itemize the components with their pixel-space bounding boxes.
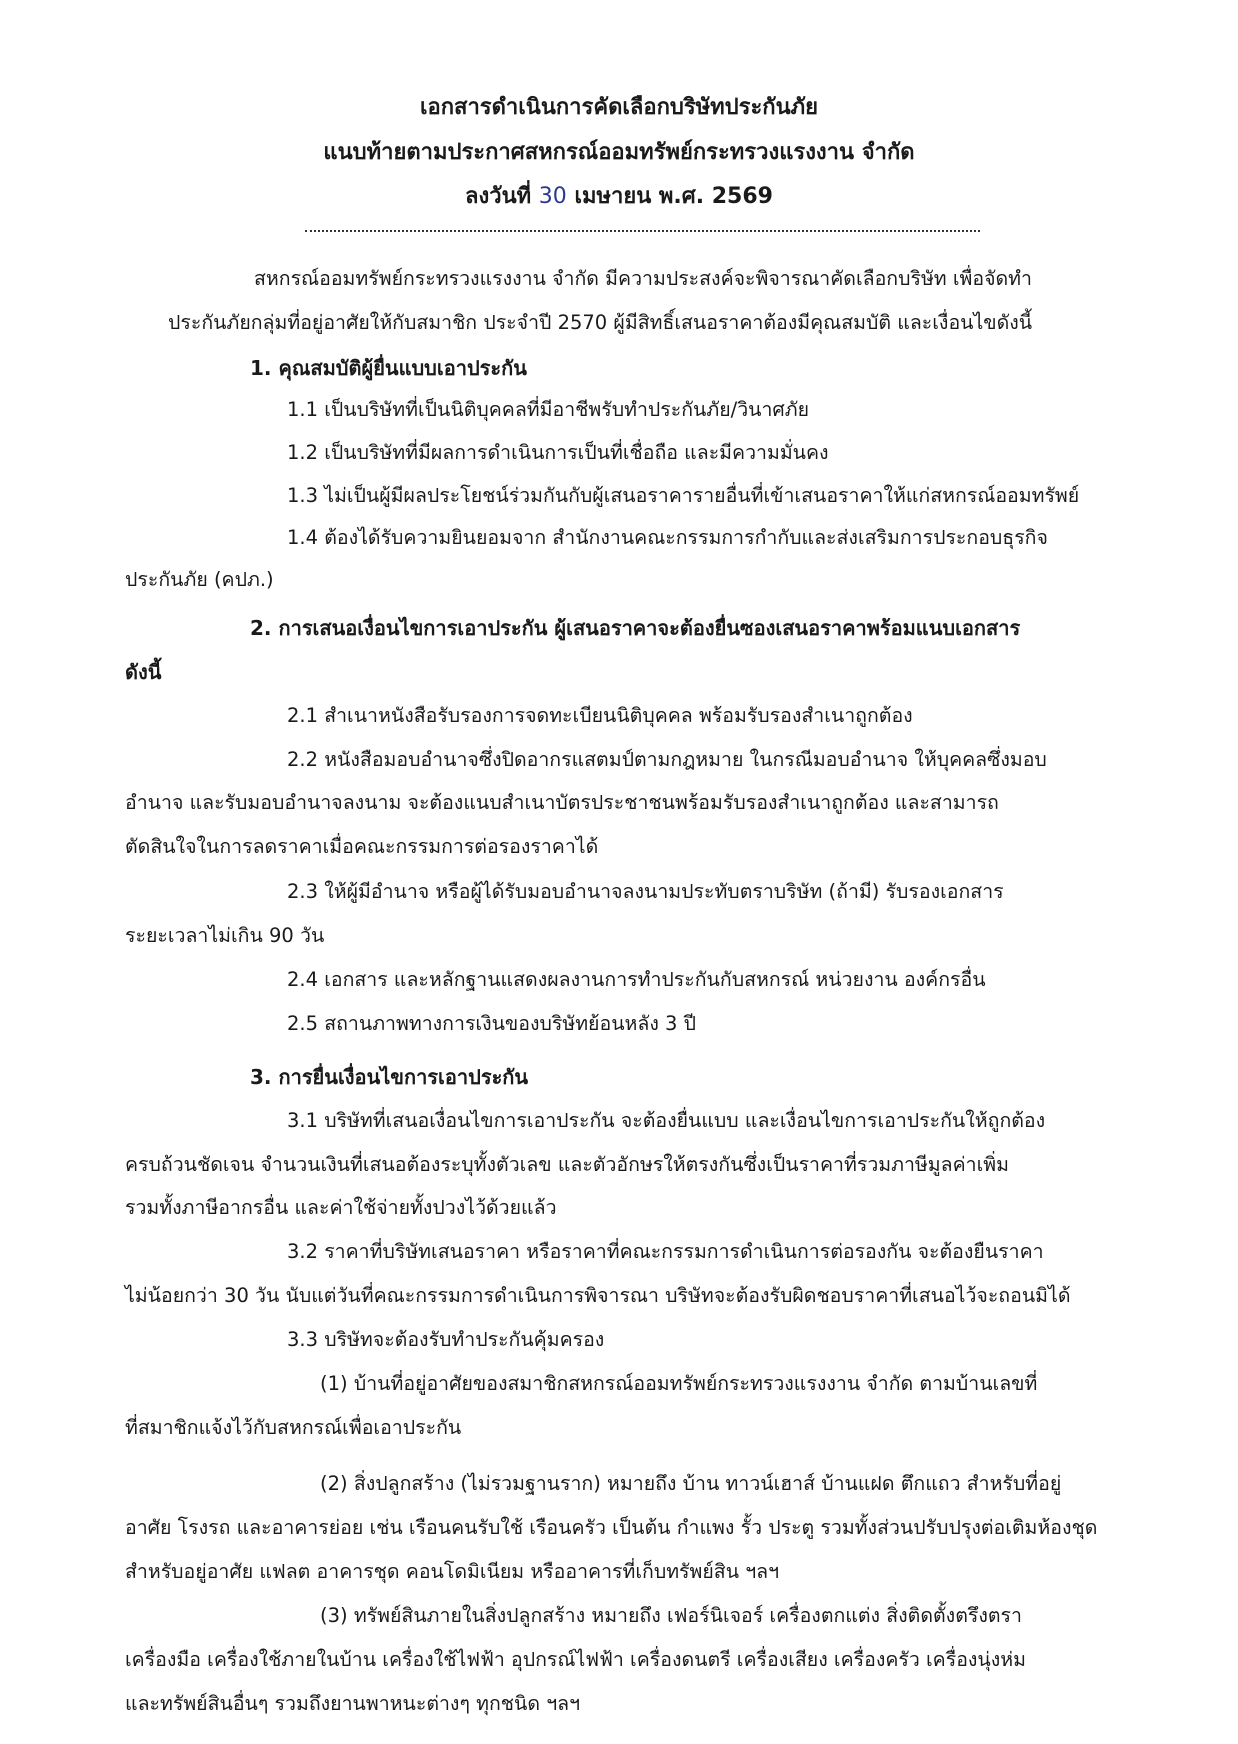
section-1-item: 1.1 เป็นบริษัทที่เป็นนิติบุคคลที่มีอาชีพรับทำประกันภัย/วินาศภัย <box>287 398 810 421</box>
section-1-item: 1.4 ต้องได้รับความยินยอมจาก สำนักงานคณะกรรมการกำกับและส่งเสริมการประกอบธุรกิจ <box>287 526 1048 549</box>
section-3-subitem-continued: และทรัพย์สินอื่นๆ รวมถึงยานพาหนะต่างๆ ทุกชนิด ฯลฯ <box>125 1692 581 1715</box>
section-2-heading-continued: ดังนี้ <box>125 660 162 684</box>
date-day: 30 <box>538 184 567 209</box>
section-3-subitem-continued: อาศัย โรงรถ และอาคารย่อย เช่น เรือนคนรับใช้ เรือนครัว เป็นต้น กำแพง รั้ว ประตู รวมทั้งส่วนปรับปรุงต่อเติมห้องชุด <box>125 1516 1098 1539</box>
section-2-item-continued: ตัดสินใจในการลดราคาเมื่อคณะกรรมการต่อรองราคาได้ <box>125 835 599 858</box>
section-3-subitem: (1) บ้านที่อยู่อาศัยของสมาชิกสหกรณ์ออมทรัพย์กระทรวงแรงงาน จำกัด ตามบ้านเลขที่ <box>320 1372 1038 1395</box>
section-3-item-continued: ครบถ้วนชัดเจน จำนวนเงินที่เสนอต้องระบุทั้งตัวเลข และตัวอักษรให้ตรงกันซึ่งเป็นราคาที่รวมภาษีมูลค่าเพิ่ม <box>125 1153 1009 1176</box>
section-1-item: 1.3 ไม่เป็นผู้มีผลประโยชน์ร่วมกันกับผู้เสนอราคารายอื่นที่เข้าเสนอราคาให้แก่สหกรณ์ออมทรัพย์ <box>287 484 1080 507</box>
section-3-subitem-continued: สำหรับอยู่อาศัย แฟลต อาคารชุด คอนโดมิเนียม หรืออาคารที่เก็บทรัพย์สิน ฯลฯ <box>125 1560 780 1583</box>
dotted-divider <box>305 226 980 232</box>
section-2-item: 2.5 สถานภาพทางการเงินของบริษัทย้อนหลัง 3 ปี <box>287 1012 697 1035</box>
intro-line: สหกรณ์ออมทรัพย์กระทรวงแรงงาน จำกัด มีความประสงค์จะพิจารณาคัดเลือกบริษัท เพื่อจัดทำ <box>254 267 1032 290</box>
section-2-item-continued: อำนาจ และรับมอบอำนาจลงนาม จะต้องแนบสำเนาบัตรประชาชนพร้อมรับรองสำเนาถูกต้อง และสามารถ <box>125 791 999 814</box>
document-title: เอกสารดำเนินการคัดเลือกบริษัทประกันภัย <box>419 95 819 120</box>
section-3-item: 3.3 บริษัทจะต้องรับทำประกันคุ้มครอง <box>287 1328 605 1351</box>
section-3-subitem-continued: เครื่องมือ เครื่องใช้ภายในบ้าน เครื่องใช้ไฟฟ้า อุปกรณ์ไฟฟ้า เครื่องดนตรี เครื่องเสียง เครื่องครัว เครื่องนุ่งห่ม <box>125 1648 1026 1671</box>
section-3-subitem: (2) สิ่งปลูกสร้าง (ไม่รวมฐานราก) หมายถึง บ้าน ทาวน์เฮาส์ บ้านแฝด ตึกแถว สำหรับที่อยู่ <box>320 1472 1062 1495</box>
section-1-item-continued: ประกันภัย (คปภ.) <box>125 568 274 591</box>
date-suffix: เมษายน พ.ศ. 2569 <box>566 184 773 209</box>
intro-line: ประกันภัยกลุ่มที่อยู่อาศัยให้กับสมาชิก ประจำปี 2570 ผู้มีสิทธิ์เสนอราคาต้องมีคุณสมบัติ และเงื่อนไขดังนี้ <box>168 311 1033 334</box>
section-3-heading: 3. การยื่นเงื่อนไขการเอาประกัน <box>250 1065 529 1089</box>
date-prefix: ลงวันที่ <box>465 184 539 209</box>
section-3-subitem-continued: ที่สมาชิกแจ้งไว้กับสหกรณ์เพื่อเอาประกัน <box>125 1416 462 1439</box>
section-2-item-continued: ระยะเวลาไม่เกิน 90 วัน <box>125 924 325 947</box>
section-3-item: 3.1 บริษัทที่เสนอเงื่อนไขการเอาประกัน จะต้องยื่นแบบ และเงื่อนไขการเอาประกันให้ถูกต้อง <box>287 1109 1046 1132</box>
section-3-item: 3.2 ราคาที่บริษัทเสนอราคา หรือราคาที่คณะกรรมการดำเนินการต่อรองกัน จะต้องยืนราคา <box>287 1240 1044 1263</box>
document-date <box>0 182 1238 212</box>
section-2-item: 2.4 เอกสาร และหลักฐานแสดงผลงานการทำประกันกับสหกรณ์ หน่วยงาน องค์กรอื่น <box>287 968 986 991</box>
section-2-item: 2.1 สำเนาหนังสือรับรองการจดทะเบียนนิติบุคคล พร้อมรับรองสำเนาถูกต้อง <box>287 704 913 727</box>
document-subtitle: แนบท้ายตามประกาศสหกรณ์ออมทรัพย์กระทรวงแรงงาน จำกัด <box>323 140 915 165</box>
section-3-item-continued: ไม่น้อยกว่า 30 วัน นับแต่วันที่คณะกรรมการดำเนินการพิจารณา บริษัทจะต้องรับผิดชอบราคาที่เสนอไว้จะถอนมิได้ <box>125 1284 1071 1307</box>
section-2-heading: 2. การเสนอเงื่อนไขการเอาประกัน ผู้เสนอราคาจะต้องยื่นซองเสนอราคาพร้อมแนบเอกสาร <box>250 616 1021 640</box>
section-2-item: 2.2 หนังสือมอบอำนาจซึ่งปิดอากรแสตมป์ตามกฎหมาย ในกรณีมอบอำนาจ ให้บุคคลซึ่งมอบ <box>287 748 1047 771</box>
section-3-subitem: (3) ทรัพย์สินภายในสิ่งปลูกสร้าง หมายถึง เฟอร์นิเจอร์ เครื่องตกแต่ง สิ่งติดตั้งตรึงตรา <box>320 1604 1022 1627</box>
section-3-item-continued: รวมทั้งภาษีอากรอื่น และค่าใช้จ่ายทั้งปวงไว้ด้วยแล้ว <box>125 1196 557 1219</box>
section-1-item: 1.2 เป็นบริษัทที่มีผลการดำเนินการเป็นที่เชื่อถือ และมีความมั่นคง <box>287 441 829 464</box>
section-2-item: 2.3 ให้ผู้มีอำนาจ หรือผู้ได้รับมอบอำนาจลงนามประทับตราบริษัท (ถ้ามี) รับรองเอกสาร <box>287 880 1004 903</box>
section-1-heading: 1. คุณสมบัติผู้ยื่นแบบเอาประกัน <box>250 356 527 380</box>
